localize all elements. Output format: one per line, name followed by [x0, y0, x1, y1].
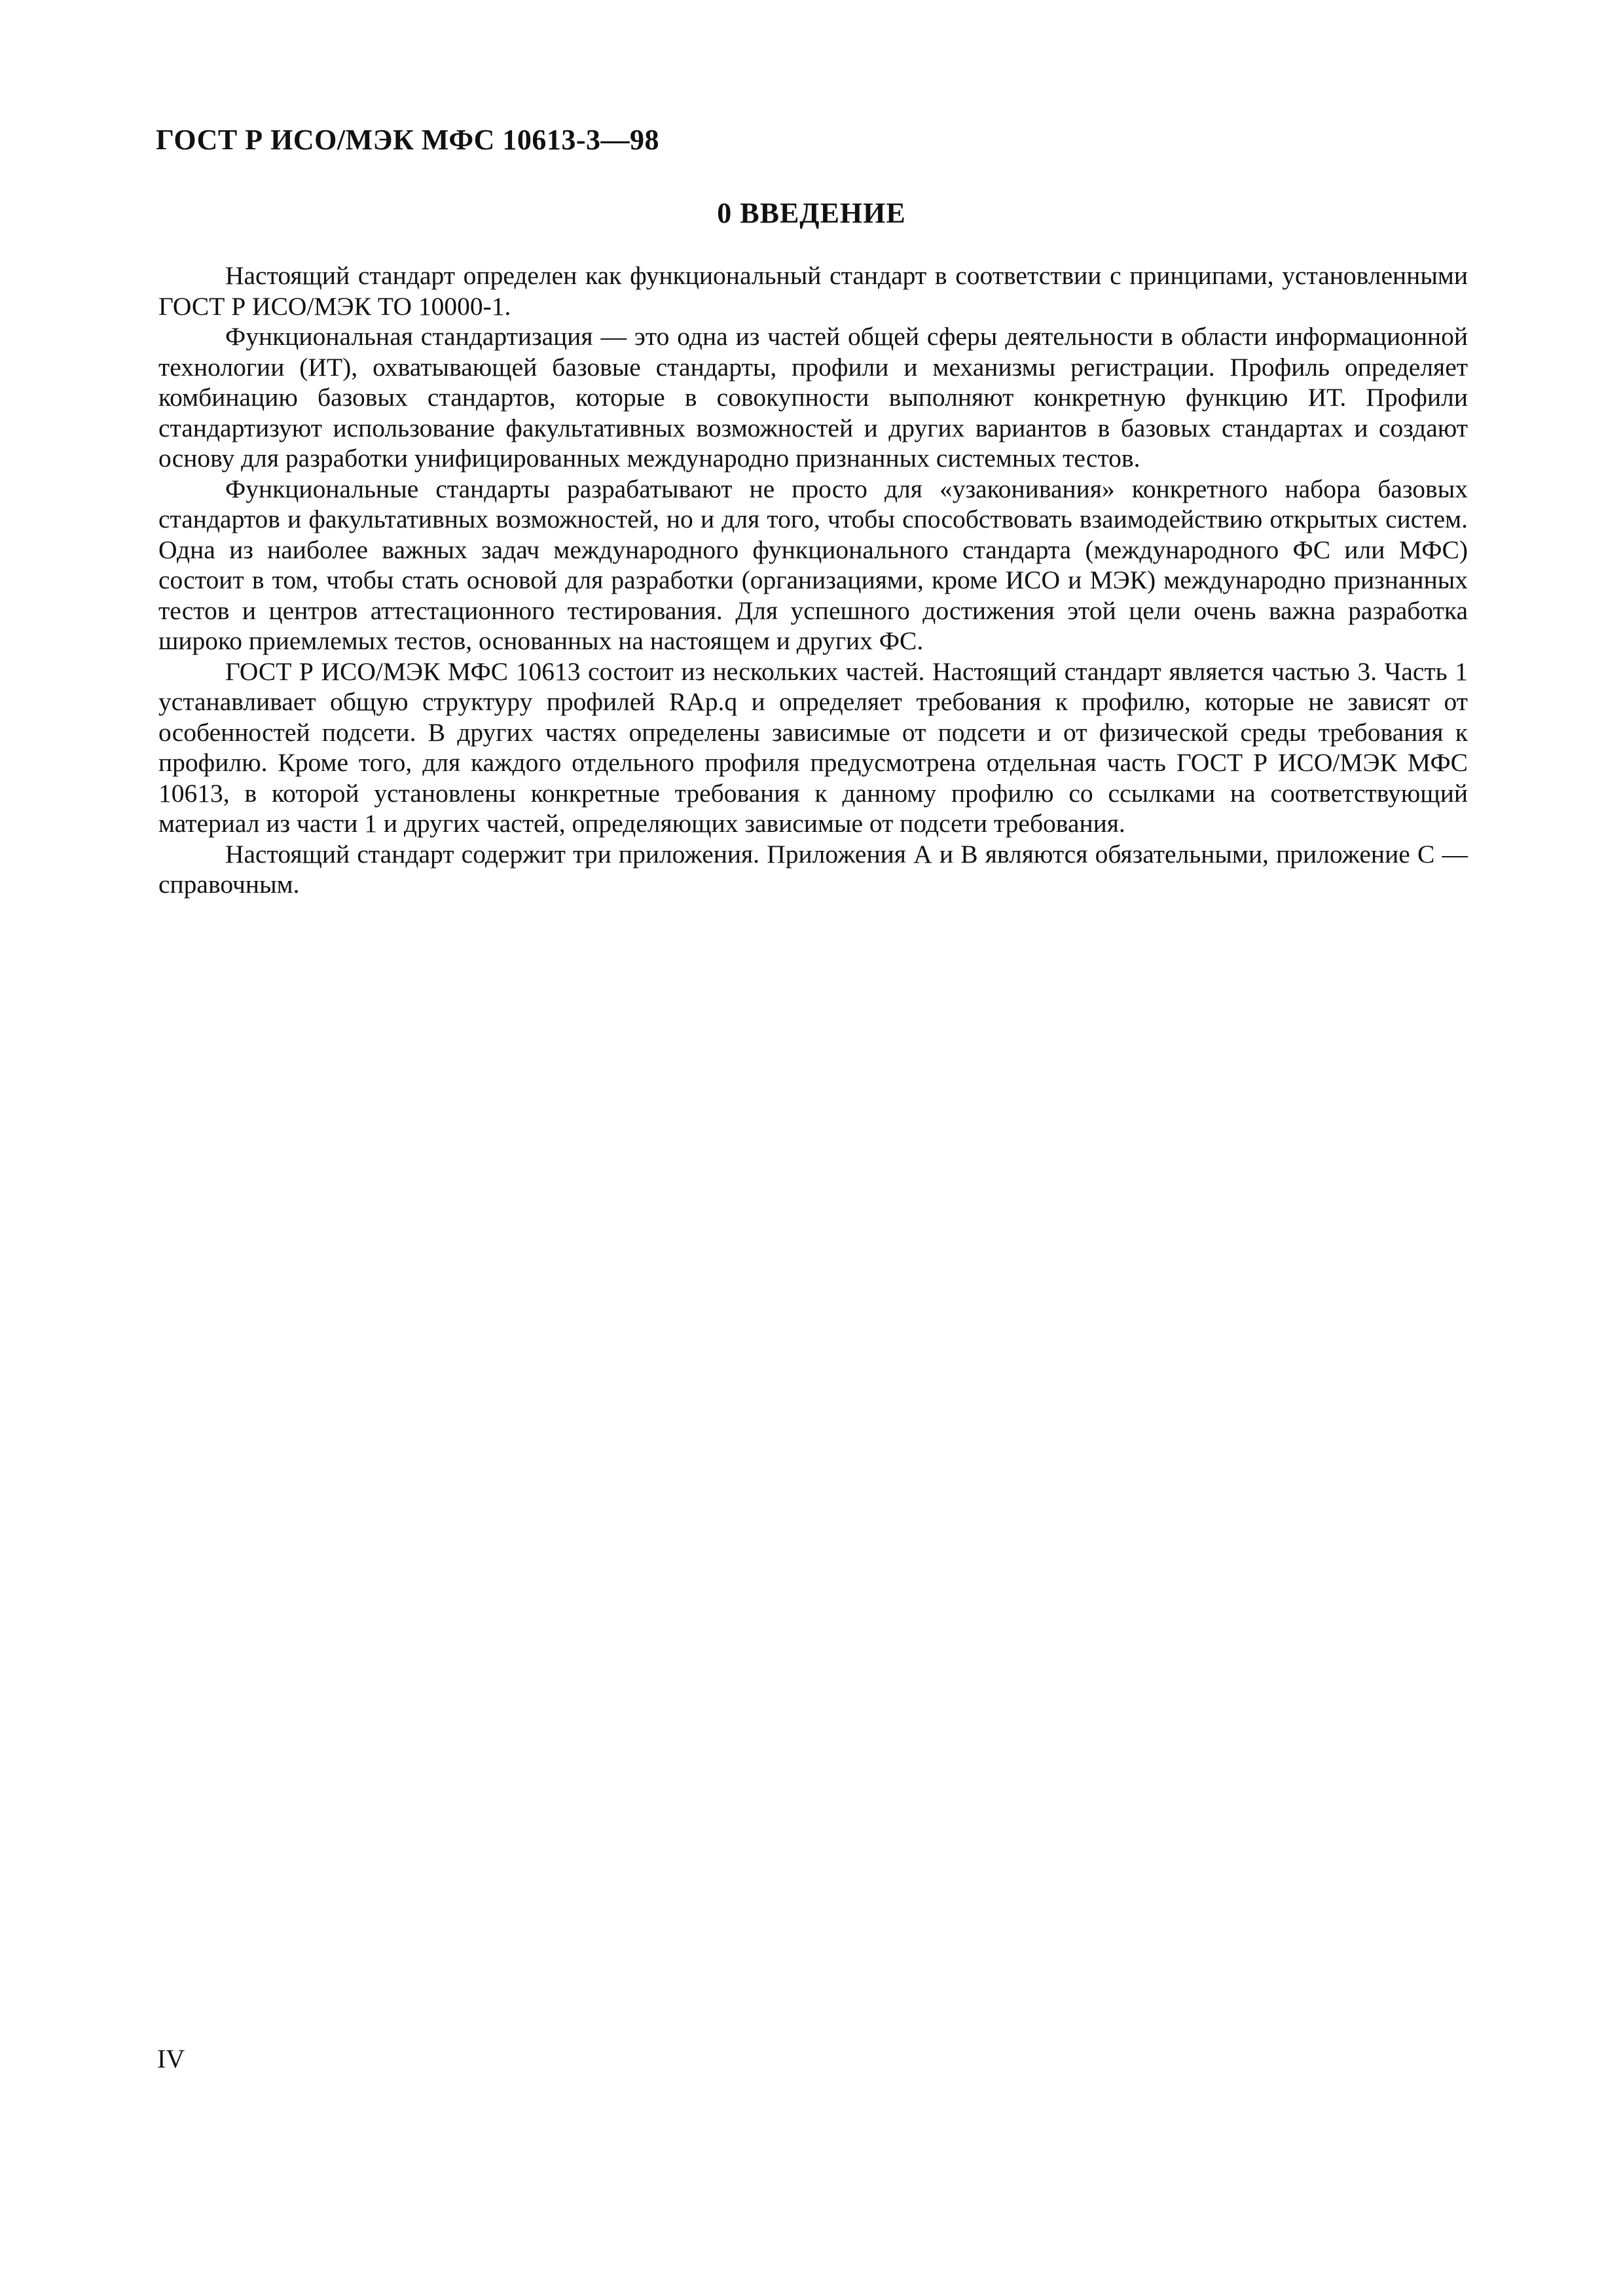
paragraph: ГОСТ Р ИСО/МЭК МФС 10613 состоит из нескольких частей. Настоящий стандарт является частью 3. Часть 1 устанавливает общую структуру профилей RAp.q и определяет требования к профилю, которые не зависят от особенностей подсети. В других частях определены зависимые от подсети и от физической среды требования к профилю. Кроме того, для каждого отдельного профиля предусмотрена отдельная часть ГОСТ Р ИСО/МЭК МФС 10613, в которой установлены конкретные требования к данному профилю со ссылками на соответствующий материал из части 1 и других частей, определяющих зависимые от подсети требования.: [158, 656, 1468, 838]
paragraph: Настоящий стандарт содержит три приложения. Приложения А и В являются обязательными, приложение С — справочным.: [158, 839, 1468, 899]
paragraph: Функциональные стандарты разрабатывают не просто для «узаконивания» конкретного набора базовых стандартов и факультативных возможностей, но и для того, чтобы способствовать взаимодействию открытых систем. Одна из наиболее важных задач международного функционального стандарта (международного ФС или МФС) состоит в том, чтобы стать основой для разработки (организациями, кроме ИСО и МЭК) международно признанных тестов и центров аттестационного тестирования. Для успешного достижения этой цели очень важна разработка широко приемлемых тестов, основанных на настоящем и других ФС.: [158, 474, 1468, 655]
body-text: [158, 260, 1468, 900]
paragraph: Настоящий стандарт определен как функциональный стандарт в соответствии с принципами, установленными ГОСТ Р ИСО/МЭК ТО 10000-1.: [158, 261, 1468, 321]
page-number: IV: [157, 2044, 185, 2073]
paragraph: Функциональная стандартизация — это одна из частей общей сферы деятельности в области информационной технологии (ИТ), охватывающей базовые стандарты, профили и механизмы регистрации. Профиль определяет комбинацию базовых стандартов, которые в совокупности выполняют конкретную функцию ИТ. Профили стандартизуют использование факультативных возможностей и других вариантов в базовых стандартах и создают основу для разработки унифицированных международно признанных системных тестов.: [158, 322, 1468, 473]
section-title: 0 ВВЕДЕНИЕ: [717, 197, 906, 229]
document-code-header: ГОСТ Р ИСО/МЭК МФС 10613-3—98: [156, 124, 660, 156]
